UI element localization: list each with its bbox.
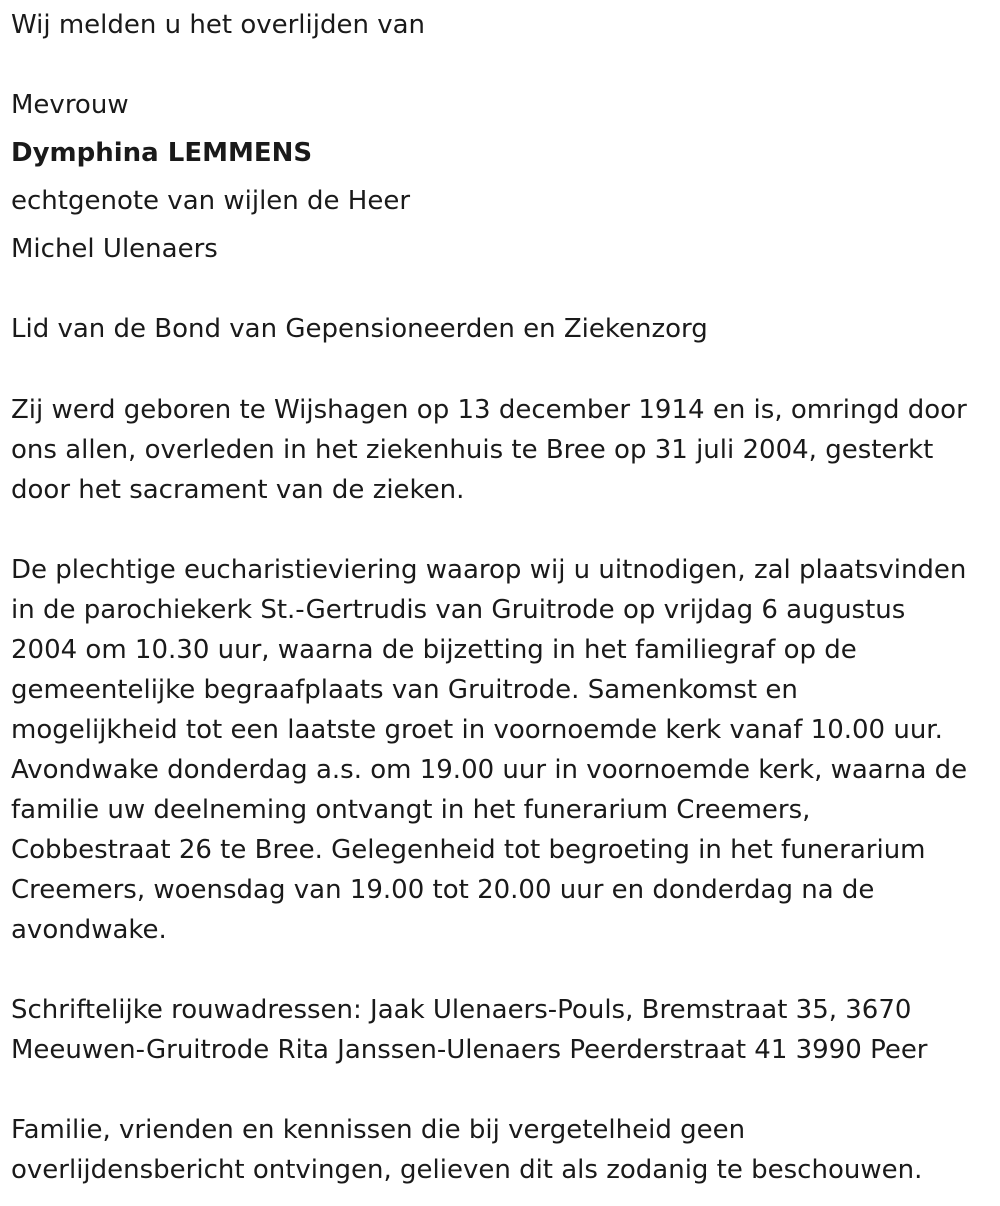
intro-text: Wij melden u het overlijden van: [11, 10, 426, 40]
deceased-name: Dymphina LEMMENS: [11, 138, 313, 168]
spouse-line: echtgenote van wijlen de Heer: [11, 186, 411, 216]
ceremony-paragraph: De plechtige eucharistieviering waarop wij u uitnodigen, zal plaatsvinden in de parochiekerk St.-Gertrudis van Gruitrode op vrijdag 6 augustus 2004 om 10.30 uur, waarna de bijzetting in het familiegraf op de gemeentelijke begraafplaats van Gruitrode. Samenkomst en mogelijkheid tot een laatste groet in voornoemde kerk vanaf 10.00 uur. Avondwake donderdag a.s. om 19.00 uur in voornoemde kerk, waarna de familie uw deelneming ontvangt in het funerarium Creemers, Cobbestraat 26 te Bree. Gelegenheid tot begroeting in het funerarium Creemers, woensdag van 19.00 tot 20.00 uur en donderdag na de avondwake.: [11, 555, 968, 945]
spouse-name: Michel Ulenaers: [11, 234, 218, 264]
addresses-paragraph: Schriftelijke rouwadressen: Jaak Ulenaers-Pouls, Bremstraat 35, 3670 Meeuwen-Gruitrode Rita Janssen-Ulenaers Peerderstraat 41 3990 Peer: [11, 995, 928, 1065]
closing-paragraph: Familie, vrienden en kennissen die bij vergetelheid geen overlijdensbericht ontvingen, gelieven dit als zodanig te beschouwen.: [11, 1115, 923, 1185]
birth-death-paragraph: Zij werd geboren te Wijshagen op 13 december 1914 en is, omringd door ons allen, overleden in het ziekenhuis te Bree op 31 juli 2004, gesterkt door het sacrament van de zieken.: [11, 395, 967, 505]
honorific: Mevrouw: [11, 90, 129, 120]
membership-text: Lid van de Bond van Gepensioneerden en Ziekenzorg: [11, 314, 708, 344]
